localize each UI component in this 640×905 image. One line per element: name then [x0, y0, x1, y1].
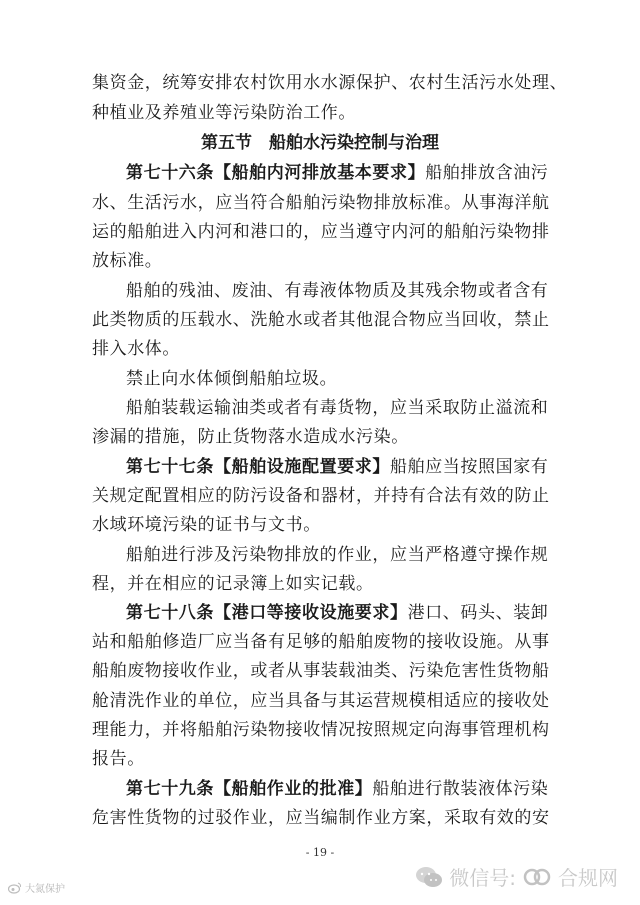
brand-logo-icon [522, 866, 552, 888]
article-line [126, 162, 556, 184]
text-line: 种植业及养殖业等污染防治工作。 [92, 103, 356, 123]
text-line: 集资金，统筹安排农村饮用水水源保护、农村生活污水处理、 [92, 73, 568, 93]
text-line: 水域环境污染的证书与文书。 [92, 515, 321, 535]
article-number: 第七十八条 [126, 603, 214, 623]
brand-name: 合规网 [558, 866, 618, 890]
text-line: 禁止向水体倾倒船舶垃圾。 [126, 369, 338, 389]
text-line: 船舶废物接收作业，或者从事装载油类、污染危害性货物船 [92, 661, 550, 681]
left-watermark [8, 880, 65, 895]
text-line: 放标准。 [92, 251, 163, 271]
right-watermark [415, 862, 618, 891]
text-line: 程，并在相应的记录簿上如实记载。 [92, 574, 374, 594]
article-line [126, 778, 556, 800]
article-number: 第七十七条 [126, 457, 214, 477]
text-line: 水、生活污水，应当符合船舶污染物排放标准。从事海洋航 [92, 193, 550, 213]
text-line: 渗漏的措施，防止货物落水造成水污染。 [92, 427, 409, 447]
article-text: 港口、码头、装卸 [407, 603, 549, 623]
text-line: 舱清洗作业的单位，应当具备与其运营规模相适应的接收处 [92, 691, 550, 711]
page-number: - 19 - [305, 846, 335, 859]
wechat-icon [415, 866, 443, 888]
text-line: 关规定配置相应的防污设备和器材，并持有合法有效的防止 [92, 486, 550, 506]
article-title: 【船舶设施配置要求】 [214, 457, 390, 477]
wechat-label: 微信号: [449, 866, 516, 890]
text-line: 船舶装载运输油类或者有毒货物，应当采取防止溢流和 [126, 398, 549, 418]
article-text: 船舶进行散装液体污染 [372, 779, 549, 799]
article-title: 【船舶内河排放基本要求】 [214, 163, 426, 183]
text-line: 报告。 [92, 749, 145, 769]
article-text: 船舶应当按照国家有 [390, 457, 549, 477]
text-line: 站和船舶修造厂应当备有足够的船舶废物的接收设施。从事 [92, 632, 550, 652]
text-line: 此类物质的压载水、洗舱水或者其他混合物应当回收，禁止 [92, 310, 550, 330]
article-number: 第七十九条 [126, 779, 214, 799]
article-title: 【港口等接收设施要求】 [214, 603, 408, 623]
left-watermark-text: 大氮保护 [25, 884, 65, 895]
text-line: 船舶的残油、废油、有毒液体物质及其残余物或者含有 [126, 281, 549, 301]
text-line: 理能力，并将船舶污染物接收情况按照规定向海事管理机构 [92, 720, 550, 740]
article-number: 第七十六条 [126, 163, 214, 183]
section-heading: 第五节 船舶水污染控制与治理 [201, 133, 439, 153]
article-text: 船舶排放含油污 [425, 163, 549, 183]
text-line: 排入水体。 [92, 339, 180, 359]
text-line: 运的船舶进入内河和港口的，应当遵守内河的船舶污染物排 [92, 222, 550, 242]
text-line: 船舶进行涉及污染物排放的作业，应当严格遵守操作规 [126, 545, 549, 565]
weibo-icon [8, 882, 22, 894]
article-line [126, 602, 556, 624]
article-line [126, 456, 556, 478]
text-line: 危害性货物的过驳作业，应当编制作业方案，采取有效的安 [92, 808, 550, 828]
article-title: 【船舶作业的批准】 [214, 779, 373, 799]
